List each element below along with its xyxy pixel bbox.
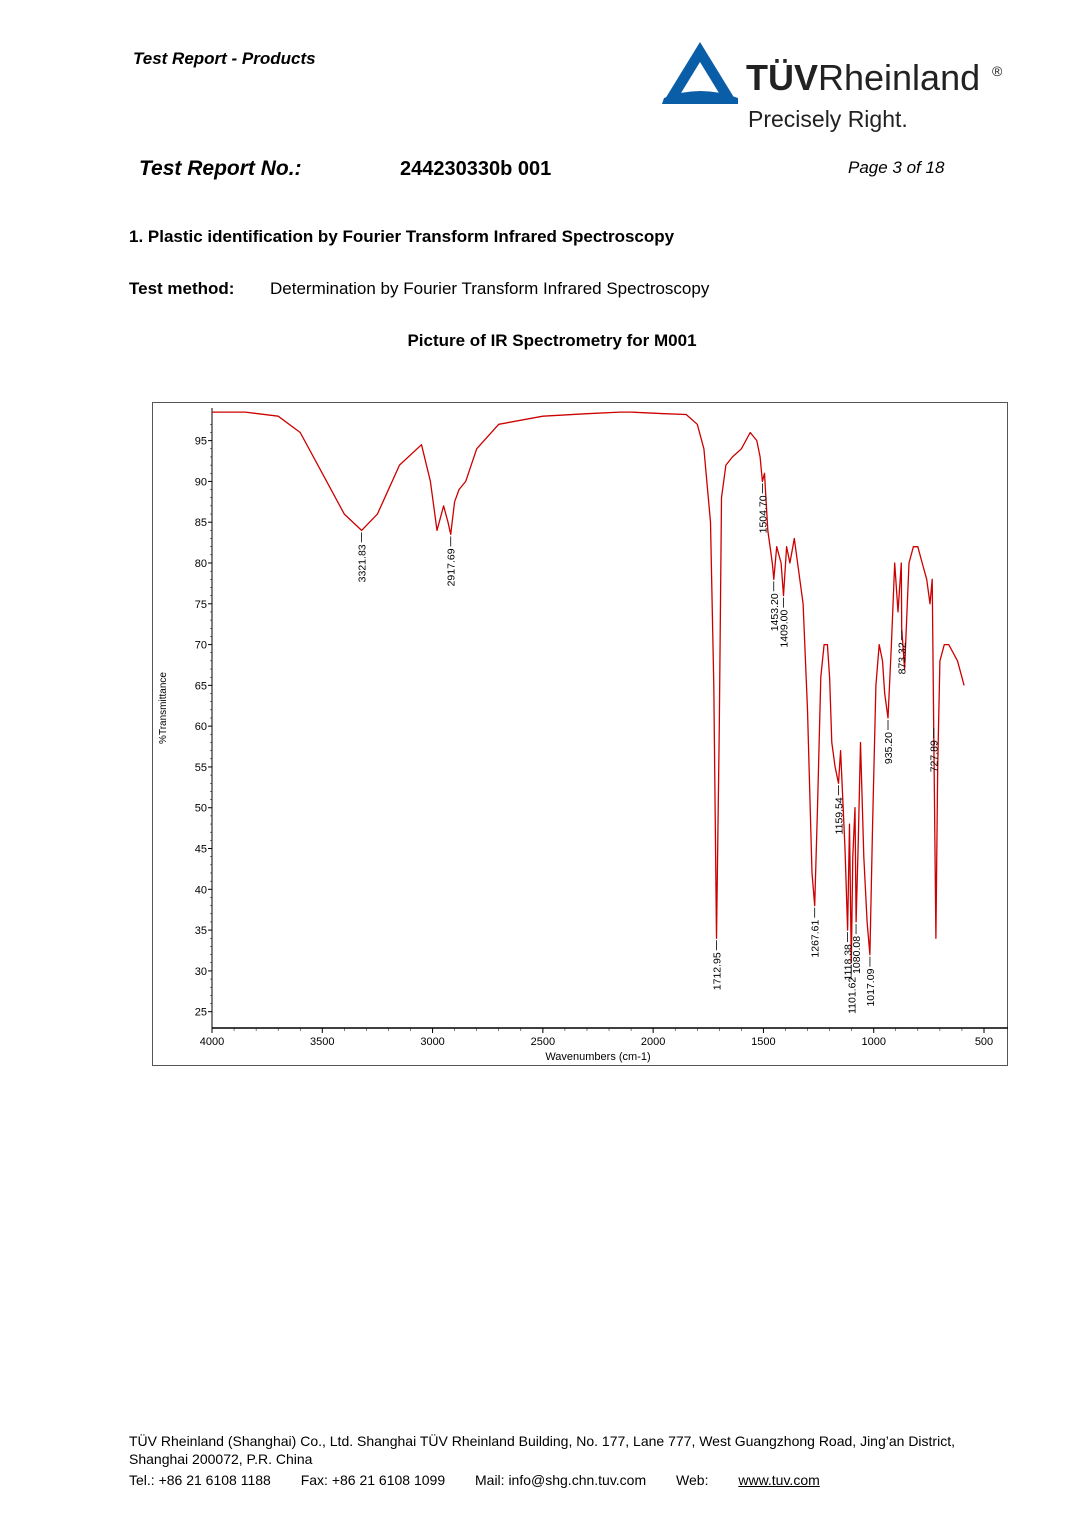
tuv-rheinland-logo <box>660 38 1020 138</box>
peak-label: 1017.09 <box>864 968 877 1007</box>
footer-address-line1: TÜV Rheinland (Shanghai) Co., Ltd. Shanghai TÜV Rheinland Building, No. 177, Lane 777, West Guangzhong Road, Jing’an District, <box>129 1433 955 1449</box>
ir-spectrum-chart <box>152 402 1008 1066</box>
peak-label: 3321.83 <box>356 544 369 583</box>
y-tick-label: 35 <box>194 925 207 938</box>
y-tick-label: 25 <box>194 1006 207 1019</box>
peak-label: 1453.20 <box>768 593 781 632</box>
peak-label: 1504.70 <box>757 495 770 534</box>
y-tick-label: 30 <box>194 965 207 978</box>
peak-label: 1712.95 <box>711 952 724 991</box>
footer-mail: Mail: info@shg.chn.tuv.com <box>475 1472 647 1488</box>
logo-brand-regular: Rheinland <box>818 57 981 98</box>
peak-label: 1159.54 <box>833 797 846 835</box>
peak-label: 727.89 <box>928 740 941 773</box>
peak-label: 1101.62 <box>846 976 859 1014</box>
footer-web-link[interactable]: www.tuv.com <box>738 1472 820 1488</box>
x-tick-label: 2000 <box>640 1036 666 1048</box>
y-tick-label: 80 <box>194 558 207 570</box>
peak-label: 1267.61 <box>809 919 822 958</box>
chart-frame-border <box>153 403 1008 1066</box>
y-tick-label: 85 <box>194 517 207 530</box>
y-tick-label: 65 <box>194 680 207 693</box>
peak-label: 2917.69 <box>445 548 458 587</box>
peak-label: 1118.38 <box>842 944 855 981</box>
x-tick-label: 1000 <box>861 1036 886 1048</box>
x-tick-label: 1500 <box>751 1036 776 1048</box>
y-tick-label: 60 <box>194 721 207 734</box>
header-label: Test Report - Products <box>133 49 316 68</box>
x-tick-label: 3500 <box>310 1036 335 1048</box>
peak-label: 1080.08 <box>851 935 864 974</box>
footer-fax: Fax: +86 21 6108 1099 <box>300 1472 446 1488</box>
y-tick-label: 50 <box>194 802 207 815</box>
y-tick-label: 40 <box>194 884 207 897</box>
y-tick-label: 70 <box>194 639 207 652</box>
footer-web <box>676 1472 820 1488</box>
svg-text:TÜVRheinland <box>746 57 980 98</box>
logo-tagline: Precisely Right. <box>748 106 908 132</box>
footer-address-line2: Shanghai 200072, P.R. China <box>129 1451 313 1467</box>
registered-mark: ® <box>992 63 1003 79</box>
x-tick-label: 3000 <box>420 1036 445 1048</box>
report-number-value: 244230330b 001 <box>400 158 552 180</box>
footer-contact-line <box>129 1472 820 1488</box>
y-tick-label: 75 <box>194 598 207 611</box>
peak-label: 1409.00 <box>778 609 791 648</box>
test-method-value: Determination by Fourier Transform Infrared Spectroscopy <box>270 279 710 298</box>
x-axis-label: Wavenumbers (cm-1) <box>545 1051 651 1063</box>
footer-tel: Tel.: +86 21 6108 1188 <box>129 1472 271 1488</box>
y-tick-label: 90 <box>194 476 207 489</box>
triangle-logo-icon <box>662 42 738 104</box>
section-title: 1. Plastic identification by Fourier Transform Infrared Spectroscopy <box>129 227 675 246</box>
logo-brand-bold: TÜV <box>746 57 818 98</box>
peak-label: 873.32 <box>896 642 909 675</box>
y-tick-label: 95 <box>194 435 207 448</box>
test-method-label: Test method: <box>129 279 235 298</box>
x-tick-label: 500 <box>974 1036 994 1048</box>
peak-label: 935.20 <box>883 732 896 765</box>
x-tick-label: 4000 <box>199 1036 225 1048</box>
page-indicator: Page 3 of 18 <box>848 158 945 177</box>
figure-title: Picture of IR Spectrometry for M001 <box>407 331 697 350</box>
x-tick-label: 2500 <box>530 1036 556 1048</box>
footer-web-label: Web: <box>676 1472 713 1488</box>
y-axis-label: %Transmittance <box>158 672 169 744</box>
y-tick-label: 45 <box>194 843 207 856</box>
report-number-label: Test Report No.: <box>139 157 302 180</box>
y-tick-label: 55 <box>194 761 207 774</box>
